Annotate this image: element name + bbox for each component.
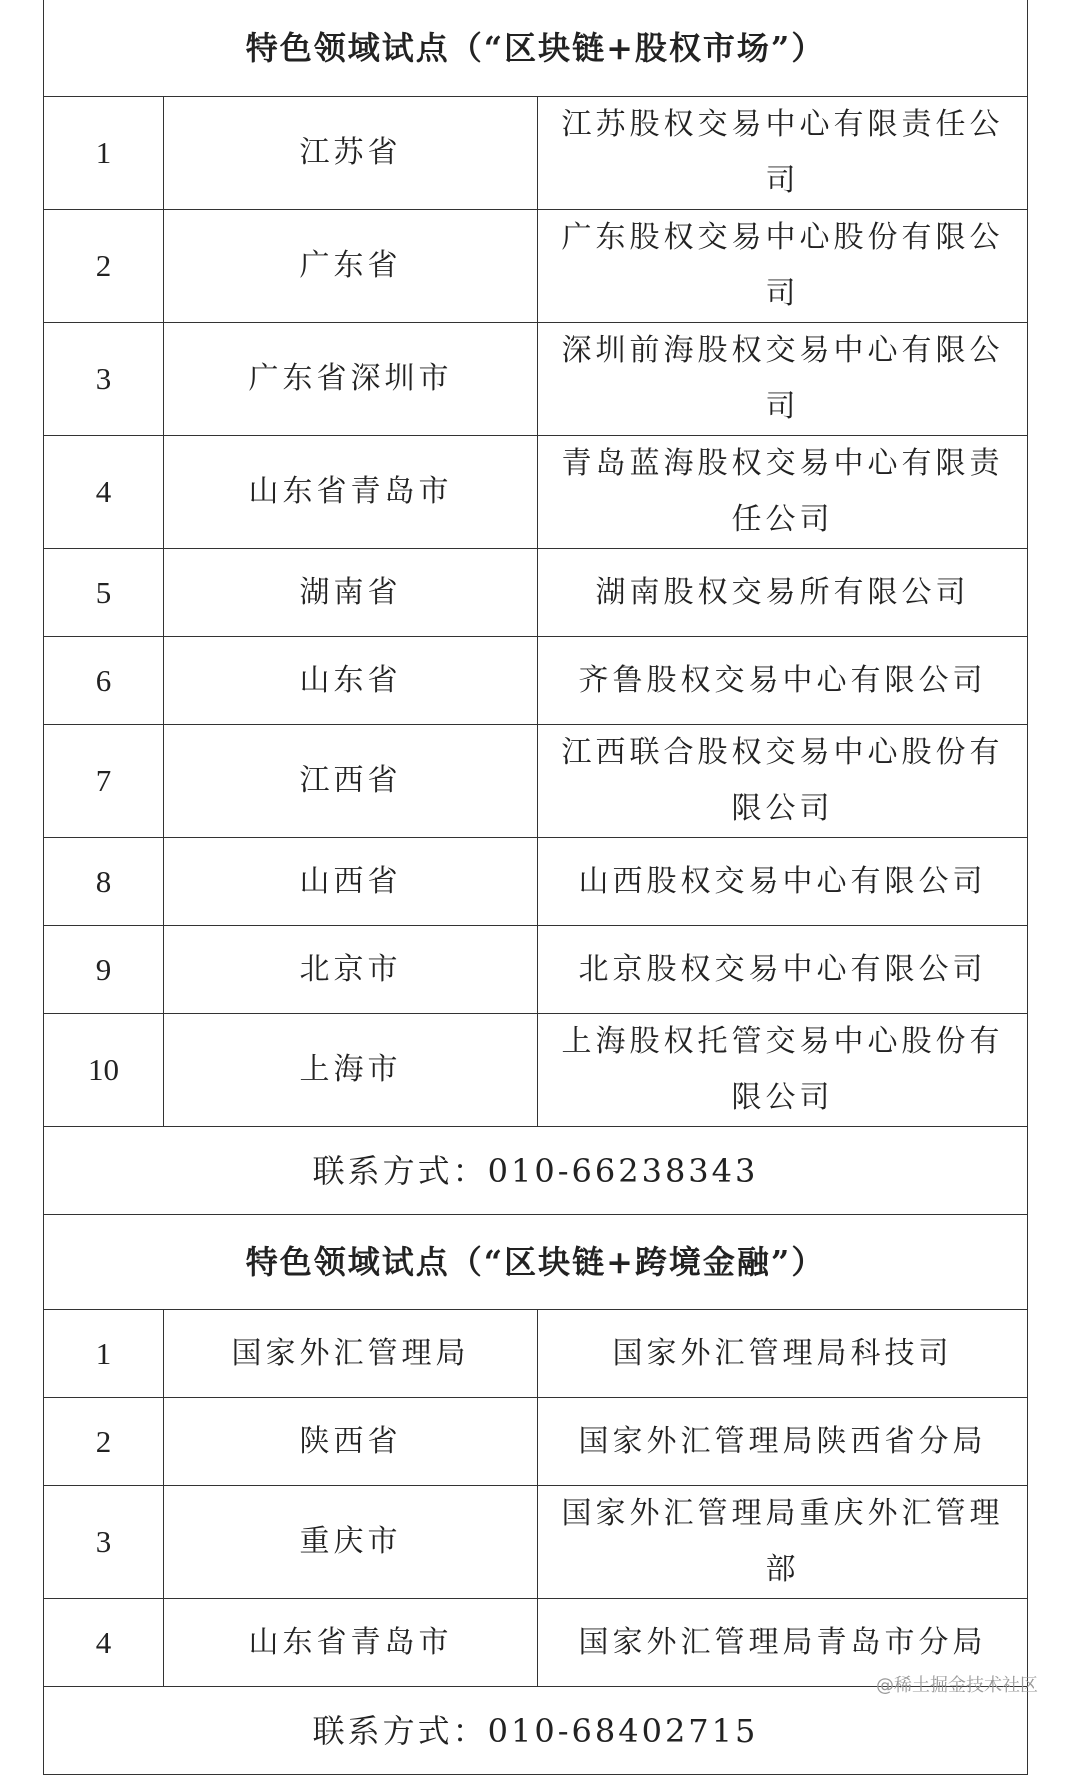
contact-row bbox=[44, 1687, 1028, 1775]
section-header-row bbox=[44, 1215, 1028, 1310]
row-number: 10 bbox=[44, 1014, 164, 1127]
region-cell: 山东省 bbox=[164, 637, 538, 725]
row-number: 8 bbox=[44, 838, 164, 926]
table-row bbox=[44, 1486, 1028, 1599]
table-row bbox=[44, 210, 1028, 323]
organization-cell: 国家外汇管理局青岛市分局 bbox=[538, 1599, 1028, 1687]
region-cell: 湖南省 bbox=[164, 549, 538, 637]
region-cell: 江西省 bbox=[164, 725, 538, 838]
row-number: 9 bbox=[44, 926, 164, 1014]
region-cell: 重庆市 bbox=[164, 1486, 538, 1599]
region-cell: 广东省 bbox=[164, 210, 538, 323]
organization-cell: 国家外汇管理局重庆外汇管理部 bbox=[538, 1486, 1028, 1599]
row-number: 3 bbox=[44, 323, 164, 436]
row-number: 2 bbox=[44, 1398, 164, 1486]
region-cell: 山东省青岛市 bbox=[164, 1599, 538, 1687]
region-cell: 国家外汇管理局 bbox=[164, 1310, 538, 1398]
row-number: 3 bbox=[44, 1486, 164, 1599]
row-number: 5 bbox=[44, 549, 164, 637]
section-header-row bbox=[44, 0, 1028, 97]
table-row bbox=[44, 1398, 1028, 1486]
region-cell: 山西省 bbox=[164, 838, 538, 926]
region-cell: 山东省青岛市 bbox=[164, 436, 538, 549]
table-row bbox=[44, 323, 1028, 436]
section-title: 特色领域试点（“区块链+股权市场”） bbox=[44, 0, 1028, 97]
table-row bbox=[44, 1310, 1028, 1398]
pilot-table-document bbox=[43, 0, 1027, 1775]
region-cell: 陕西省 bbox=[164, 1398, 538, 1486]
row-number: 4 bbox=[44, 1599, 164, 1687]
organization-cell: 湖南股权交易所有限公司 bbox=[538, 549, 1028, 637]
organization-cell: 北京股权交易中心有限公司 bbox=[538, 926, 1028, 1014]
row-number: 2 bbox=[44, 210, 164, 323]
organization-cell: 江西联合股权交易中心股份有限公司 bbox=[538, 725, 1028, 838]
organization-cell: 青岛蓝海股权交易中心有限责任公司 bbox=[538, 436, 1028, 549]
contact-info: 联系方式：010-66238343 bbox=[44, 1127, 1028, 1215]
organization-cell: 江苏股权交易中心有限责任公司 bbox=[538, 97, 1028, 210]
region-cell: 广东省深圳市 bbox=[164, 323, 538, 436]
row-number: 4 bbox=[44, 436, 164, 549]
pilot-table bbox=[43, 0, 1028, 1775]
row-number: 1 bbox=[44, 1310, 164, 1398]
table-row bbox=[44, 549, 1028, 637]
contact-row bbox=[44, 1127, 1028, 1215]
row-number: 1 bbox=[44, 97, 164, 210]
section-title: 特色领域试点（“区块链+跨境金融”） bbox=[44, 1215, 1028, 1310]
table-row bbox=[44, 725, 1028, 838]
table-row bbox=[44, 637, 1028, 725]
row-number: 6 bbox=[44, 637, 164, 725]
organization-cell: 山西股权交易中心有限公司 bbox=[538, 838, 1028, 926]
organization-cell: 国家外汇管理局陕西省分局 bbox=[538, 1398, 1028, 1486]
organization-cell: 齐鲁股权交易中心有限公司 bbox=[538, 637, 1028, 725]
organization-cell: 国家外汇管理局科技司 bbox=[538, 1310, 1028, 1398]
table-row bbox=[44, 1014, 1028, 1127]
organization-cell: 深圳前海股权交易中心有限公司 bbox=[538, 323, 1028, 436]
table-row bbox=[44, 436, 1028, 549]
contact-info: 联系方式：010-68402715 bbox=[44, 1687, 1028, 1775]
region-cell: 北京市 bbox=[164, 926, 538, 1014]
organization-cell: 广东股权交易中心股份有限公司 bbox=[538, 210, 1028, 323]
row-number: 7 bbox=[44, 725, 164, 838]
region-cell: 上海市 bbox=[164, 1014, 538, 1127]
region-cell: 江苏省 bbox=[164, 97, 538, 210]
table-row bbox=[44, 926, 1028, 1014]
watermark: @稀土掘金技术社区 bbox=[876, 1675, 1038, 1696]
table-row bbox=[44, 97, 1028, 210]
organization-cell: 上海股权托管交易中心股份有限公司 bbox=[538, 1014, 1028, 1127]
table-row bbox=[44, 838, 1028, 926]
